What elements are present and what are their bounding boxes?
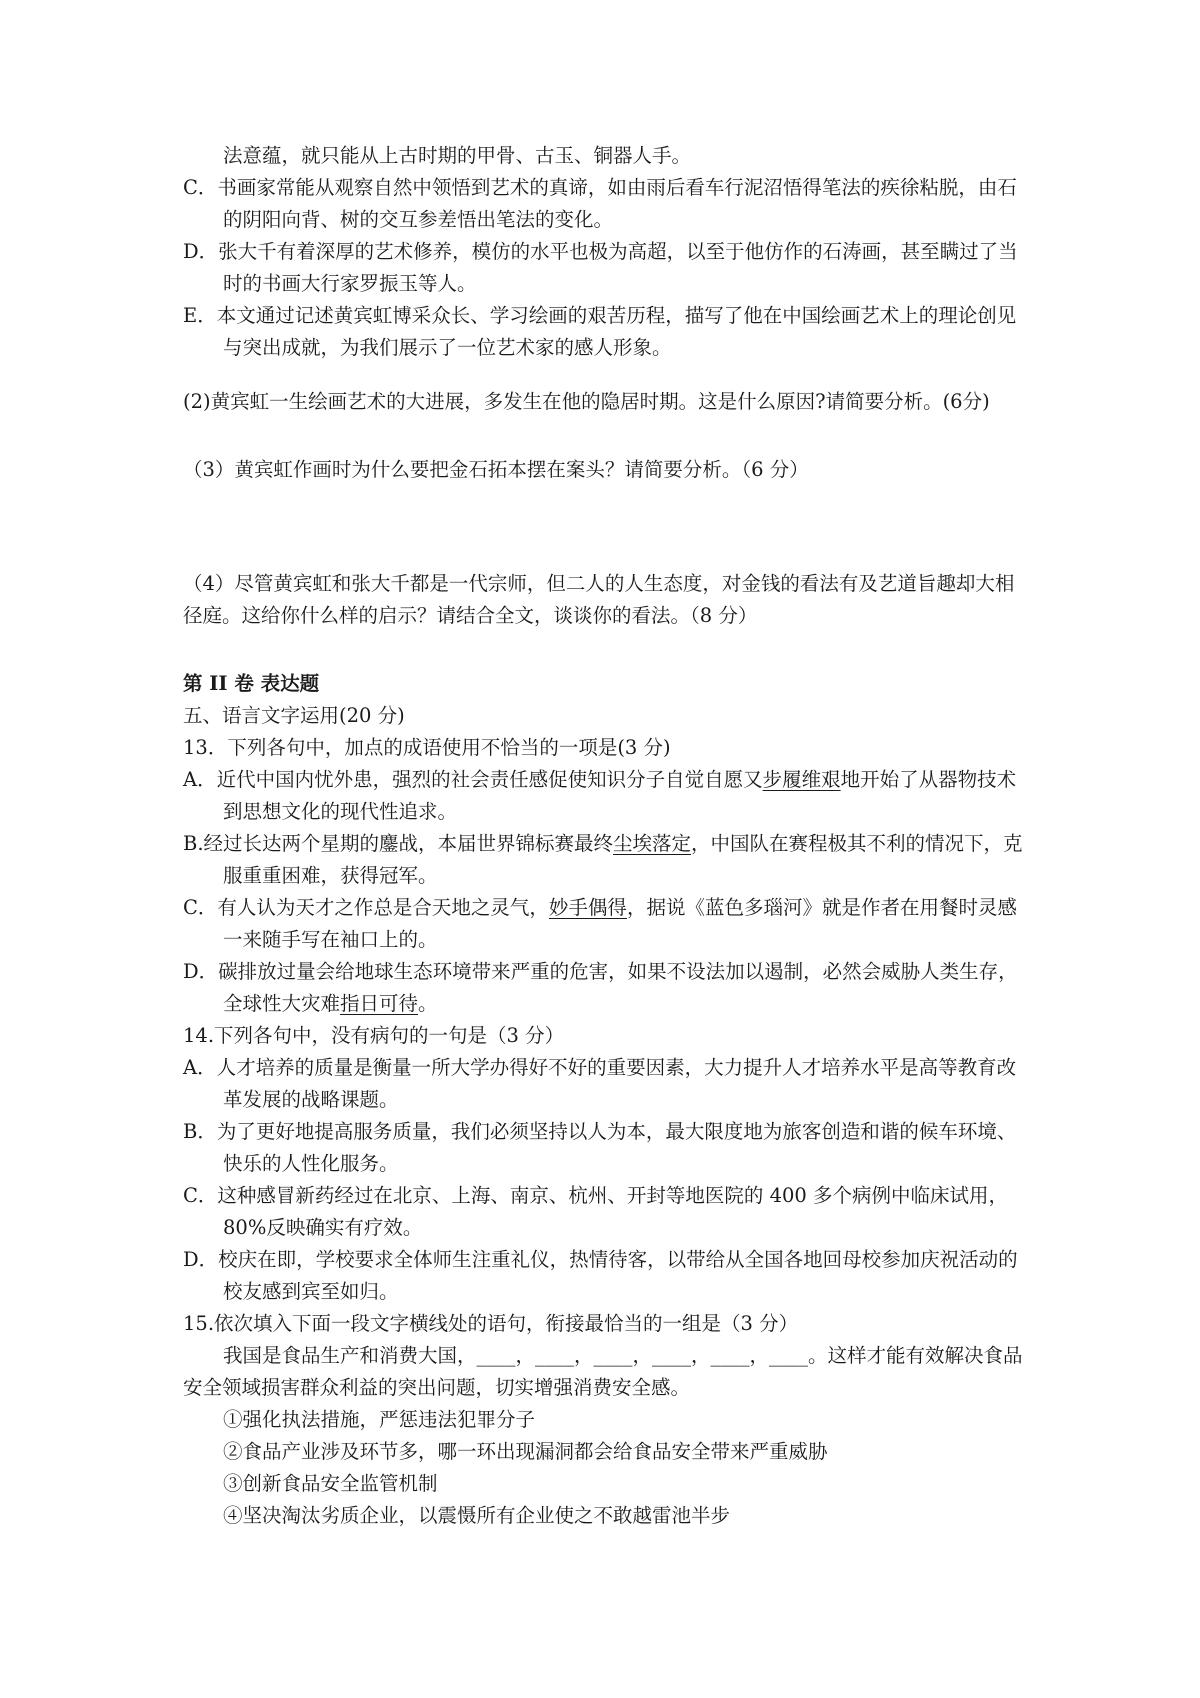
q15-option-1: ①强化执法措施，严惩违法犯罪分子 xyxy=(223,1408,536,1431)
q14-option-b: B．为了更好地提高服务质量，我们必须坚持以人为本，最大限度地为旅客创造和谐的候车环境、快乐的人性化服务。 xyxy=(183,1120,1017,1175)
q13-d-idiom: 指日可待 xyxy=(340,992,419,1015)
q15-option-3: ③创新食品安全监管机制 xyxy=(223,1472,438,1495)
q12-option-c: C．书画家常能从观察自然中领悟到艺术的真谛，如由雨后看车行泥沼悟得笔法的疾徐粘脱，由石的阴阳向背、树的交互参差悟出笔法的变化。 xyxy=(183,176,1017,231)
q12-option-b-tail: 法意蕴，就只能从上古时期的甲骨、古玉、铜器人手。 xyxy=(223,144,692,167)
q13-stem: 13．下列各句中，加点的成语使用不恰当的一项是(3 分) xyxy=(183,736,671,759)
q12-sub-question-3: （3）黄宾虹作画时为什么要把金石拓本摆在案头？请简要分析。（6 分） xyxy=(183,458,809,481)
q13-option-a xyxy=(183,764,1033,828)
q13-b-text: B.经过长达两个星期的鏖战，本届世界锦标赛最终 xyxy=(183,832,614,855)
q13-c-text: C．有人认为天才之作总是合天地之灵气， xyxy=(183,896,549,919)
page-content xyxy=(183,140,1033,1532)
q13-c-text-end: ，据说《蓝色多瑙河》就是作者在用餐时灵感一来随手写在袖口上的。 xyxy=(223,896,1017,951)
q15-passage: 我国是食品生产和消费大国，____，____，____，____，____，____。这样才能有效解决食品安全领域损害群众利益的突出问题，切实增强消费安全感。 xyxy=(183,1344,1023,1399)
q13-b-text-end: ，中国队在赛程极其不利的情况下，克服重重困难，获得冠军。 xyxy=(223,832,1023,887)
q13-a-text: A．近代中国内忧外患，强烈的社会责任感促使知识分子自觉自愿又 xyxy=(183,768,763,791)
q12-sub-question-2: (2)黄宾虹一生绘画艺术的大进展，多发生在他的隐居时期。这是什么原因?请简要分析。(6分) xyxy=(183,390,990,413)
q13-c-idiom: 妙手偶得 xyxy=(548,896,627,919)
q13-d-text-end: 。 xyxy=(418,992,438,1015)
q12-option-e: E．本文通过记述黄宾虹博采众长、学习绘画的艰苦历程，描写了他在中国绘画艺术上的理论创见与突出成就，为我们展示了一位艺术家的感人形象。 xyxy=(183,304,1017,359)
q13-d-text: D．碳排放过量会给地球生态环境带来严重的危害，如果不设法加以遏制，必然会威胁人类生存，全球性大灾难 xyxy=(183,960,1018,1015)
q12-sub-question-4: （4）尽管黄宾虹和张大千都是一代宗师，但二人的人生态度，对金钱的看法有及艺道旨趣却大相径庭。这给你什么样的启示？请结合全文，谈谈你的看法。（8 分） xyxy=(183,572,1015,627)
q15-stem: 15.依次填入下面一段文字横线处的语句，衔接最恰当的一组是（3 分） xyxy=(183,1312,799,1335)
q13-b-idiom: 尘埃落定 xyxy=(613,832,692,855)
section-five-title: 五、语言文字运用(20 分) xyxy=(183,704,405,727)
q14-stem: 14.下列各句中，没有病句的一句是（3 分） xyxy=(183,1024,565,1047)
q13-a-idiom: 步履维艰 xyxy=(762,768,841,791)
part2-title: 第 II 卷 表达题 xyxy=(183,672,320,695)
q13-option-c xyxy=(183,892,1033,956)
q12-option-d: D．张大千有着深厚的艺术修养，模仿的水平也极为高超，以至于他仿作的石涛画，甚至瞒过了当时的书画大行家罗振玉等人。 xyxy=(183,240,1018,295)
q13-option-d xyxy=(183,956,1033,1020)
q13-option-b xyxy=(183,828,1033,892)
q15-option-4: ④坚决淘汰劣质企业，以震慑所有企业使之不敢越雷池半步 xyxy=(223,1504,731,1527)
q14-option-c: C．这种感冒新药经过在北京、上海、南京、杭州、开封等地医院的 400 多个病例中临床试用，80%反映确实有疗效。 xyxy=(183,1184,1009,1239)
q14-option-a: A．人才培养的质量是衡量一所大学办得好不好的重要因素，大力提升人才培养水平是高等教育改革发展的战略课题。 xyxy=(183,1056,1017,1111)
q15-option-2: ②食品产业涉及环节多，哪一环出现漏洞都会给食品安全带来严重威胁 xyxy=(223,1440,828,1463)
q13-a-text-end: 地开始了从器物技术到思想文化的现代性追求。 xyxy=(223,768,1017,823)
q14-option-d: D．校庆在即，学校要求全体师生注重礼仪，热情待客，以带给从全国各地回母校参加庆祝活动的校友感到宾至如归。 xyxy=(183,1248,1018,1303)
